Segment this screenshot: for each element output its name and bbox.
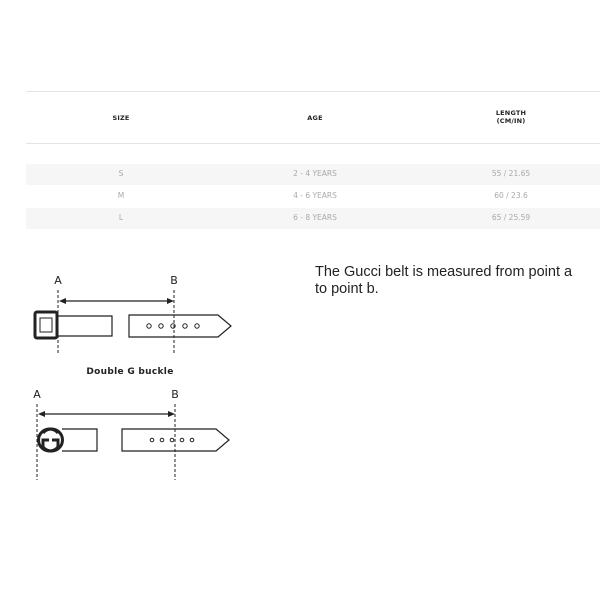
belt-hole <box>150 438 154 442</box>
table-row <box>26 164 600 185</box>
header-size: SIZE <box>112 114 130 122</box>
header-length-line2: (CM/IN) <box>496 117 526 125</box>
table-header-border <box>26 143 600 144</box>
cell-age: 6 - 8 YEARS <box>293 213 337 222</box>
belt-hole <box>195 324 199 328</box>
arrow-head-left <box>38 411 45 417</box>
table-row <box>26 186 600 207</box>
table-top-border <box>26 91 600 92</box>
belt-hole <box>183 324 187 328</box>
belt-hole <box>171 324 175 328</box>
cell-size: M <box>117 191 125 200</box>
cell-size: L <box>118 213 124 222</box>
cell-length: 55 / 21.65 <box>491 169 531 178</box>
point-b-label: B <box>171 388 179 401</box>
header-age: AGE <box>307 114 323 122</box>
belt-diagram-double-g <box>0 380 300 490</box>
belt-hole <box>160 438 164 442</box>
header-length <box>461 109 561 125</box>
belt-hole <box>147 324 151 328</box>
belt-strap-left <box>57 316 112 336</box>
arrow-head-left <box>59 298 66 304</box>
belt-strap-right <box>129 315 231 337</box>
belt-hole <box>190 438 194 442</box>
buckle-label: Double G buckle <box>86 367 174 377</box>
cell-length: 60 / 23.6 <box>494 191 528 200</box>
cell-age: 2 - 4 YEARS <box>293 169 337 178</box>
point-a-label: A <box>33 388 41 401</box>
belt-hole <box>170 438 174 442</box>
belt-hole <box>159 324 163 328</box>
measurement-caption: The Gucci belt is measured from point a to point b. <box>315 264 573 297</box>
arrow-head-right <box>167 298 174 304</box>
buckle-icon <box>35 312 57 338</box>
point-b-label: B <box>170 274 178 287</box>
cell-size: S <box>118 169 124 178</box>
table-row <box>26 208 600 229</box>
cell-age: 4 - 6 YEARS <box>293 191 337 200</box>
arrow-head-right <box>168 411 175 417</box>
belt-hole <box>180 438 184 442</box>
cell-length: 65 / 25.59 <box>491 213 531 222</box>
point-a-label: A <box>54 274 62 287</box>
belt-strap-left <box>62 429 97 451</box>
header-length-line1: LENGTH <box>495 109 527 117</box>
double-g-buckle-icon <box>39 429 63 451</box>
